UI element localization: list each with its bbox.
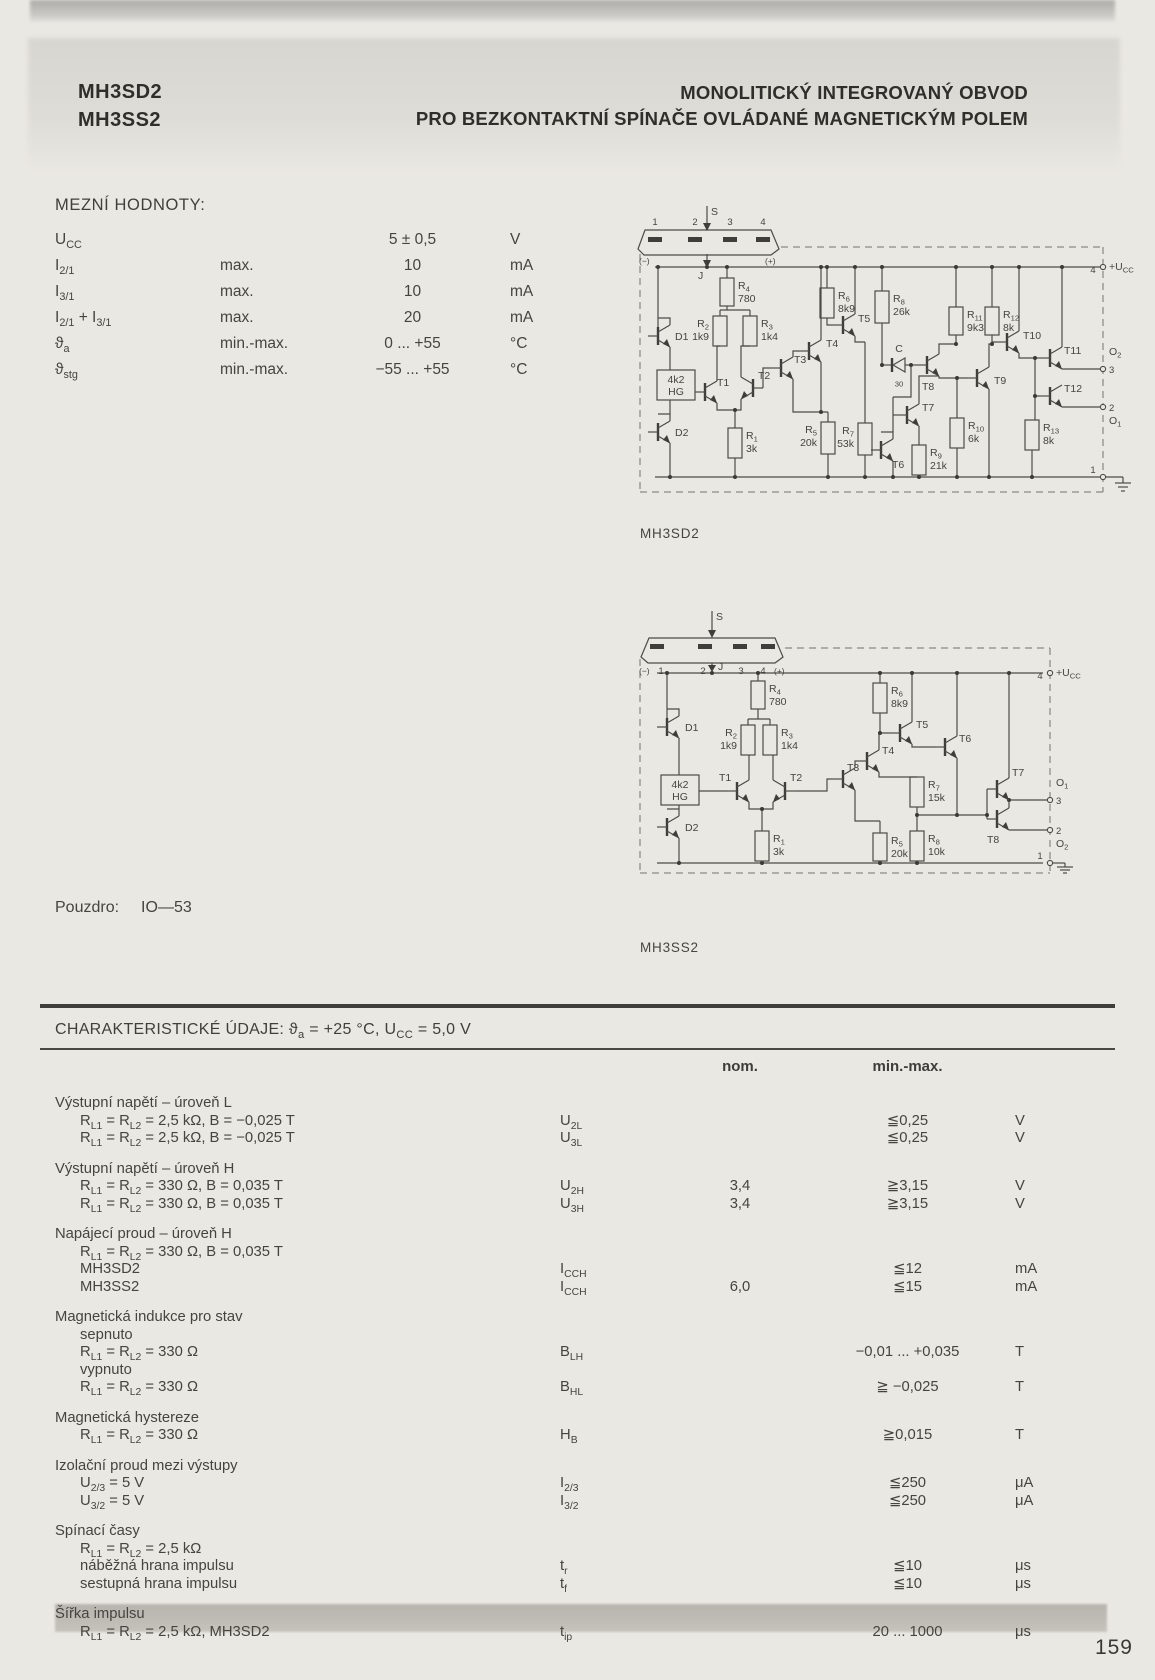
cell-unit <box>1015 1362 1115 1380</box>
schematic-label: T9 <box>994 375 1007 387</box>
schematic-label: (−) <box>639 666 650 676</box>
schematic-label: HG <box>672 791 688 803</box>
schematic-label: C <box>895 343 903 355</box>
table-row <box>40 1493 1115 1511</box>
limit-cell: max. <box>220 309 254 326</box>
cell-unit: μs <box>1015 1558 1031 1574</box>
terminals <box>1090 261 1134 480</box>
schematic-label: T2 <box>758 370 771 382</box>
schematic-label: 1 <box>658 666 664 677</box>
schematic-label: T1 <box>719 772 732 784</box>
table-row <box>40 1362 1115 1380</box>
cell-mm <box>800 1327 1015 1345</box>
title-line: PRO BEZKONTAKTNÍ SPÍNAČE OVLÁDANÉ MAGNETICKÝM POLEM <box>415 108 1028 129</box>
cell-unit: T <box>1015 1427 1025 1443</box>
schematic-label: 8k9 <box>891 698 908 710</box>
col-nom-header: nom. <box>722 1058 758 1075</box>
table-row <box>40 1344 1115 1362</box>
cell-nom <box>680 1427 800 1445</box>
page-number: 159 <box>1094 1636 1133 1659</box>
schematic-label: T2 <box>790 772 803 784</box>
schematic-label: 3k <box>773 846 785 858</box>
schematic-label: $O_2$ <box>1056 838 1069 852</box>
cell-cond: $U_{2/3} = 5$ V <box>80 1475 145 1494</box>
cell-sym: $H_B$ <box>560 1427 578 1446</box>
schematic-label: 15k <box>928 792 945 804</box>
cell-mm: ≧3,15 <box>886 1195 929 1212</box>
schematic-label: (−) <box>639 256 650 266</box>
limit-row <box>55 231 575 257</box>
cell-mm: ≦15 <box>893 1278 922 1295</box>
schematic-label: 4k2 <box>671 779 689 791</box>
scan-artifact-top <box>30 0 1115 22</box>
char-table-title: CHARAKTERISTICKÉ ÚDAJE: $ϑ_a = +25$ °C, $U_{CC} = 5,0$ V <box>40 1008 1115 1050</box>
cell-mm: ≦250 <box>888 1475 927 1491</box>
part-number: MH3SS2 <box>78 109 162 131</box>
cell-mm <box>800 1362 1015 1380</box>
cell-mm: ≧0,015 <box>882 1427 933 1443</box>
transistors <box>657 709 1024 846</box>
table-row <box>40 1113 1115 1131</box>
schematic-label: $R_{12}$ <box>1003 309 1020 323</box>
cell-cond: $R_{L1} = R_{L2} = 2,5$ kΩ, B = −0,025 T <box>80 1112 295 1132</box>
table-section-header: Napájecí proud – úroveň H <box>55 1226 232 1242</box>
cell-nom <box>680 1624 800 1642</box>
limit-cell: $I_{3/1}$ <box>55 283 75 304</box>
schematic-label: T3 <box>794 354 807 366</box>
schematic-label: T11 <box>1064 345 1082 357</box>
char-table-colheads <box>40 1050 1115 1082</box>
schematic-label: T8 <box>922 381 935 393</box>
limit-cell: 10 <box>403 283 422 300</box>
cell-nom <box>680 1379 800 1397</box>
cell-cond: $R_{L1} = R_{L2} = 330$ Ω, B = 0,035 T <box>80 1178 283 1197</box>
schematic-caption-mh3ss2: MH3SS2 <box>640 940 699 955</box>
cell-unit <box>1015 1541 1115 1559</box>
schematic-label: J <box>718 661 724 673</box>
cell-sym: $t_r$ <box>560 1558 568 1577</box>
cell-unit: V <box>1015 1178 1025 1194</box>
schematic-label: 3 <box>727 217 733 228</box>
schematic-mh3sd2 <box>595 192 1145 500</box>
schematic-label: $R_1$ <box>773 833 785 847</box>
cell-nom <box>680 1362 800 1380</box>
cell-nom <box>680 1130 800 1148</box>
cell-unit: V <box>1015 1130 1025 1146</box>
schematic-caption-mh3sd2: MH3SD2 <box>640 526 700 541</box>
limits-rows <box>55 231 575 387</box>
schematic-label: 2 <box>700 666 706 677</box>
schematic-label: $R_{13}$ <box>1043 422 1060 436</box>
schematic-label: T8 <box>987 834 1000 846</box>
cell-nom <box>680 1541 800 1559</box>
ic-package <box>638 206 779 282</box>
schematic-label: 4 <box>1037 671 1043 682</box>
part-number: MH3SD2 <box>78 81 163 103</box>
table-row <box>40 1576 1115 1594</box>
limit-cell: −55 ... +55 <box>375 361 450 378</box>
limit-cell: 5 ± 0,5 <box>388 231 437 248</box>
cell-nom <box>680 1493 800 1511</box>
cell-cond: $R_{L1} = R_{L2} = 2,5$ kΩ <box>80 1540 202 1560</box>
schematic-label: $R_{11}$ <box>967 309 983 323</box>
cell-nom <box>680 1344 800 1362</box>
schematic-label: T4 <box>882 745 895 757</box>
cell-cond: $U_{3/2} = 5$ V <box>80 1492 145 1512</box>
cell-sym: $I_{CCH}$ <box>560 1278 587 1298</box>
schematic-label: $+U_{CC}$ <box>1056 667 1081 681</box>
cell-sym <box>560 1541 680 1559</box>
schematic-label: $R_2$ <box>697 318 709 332</box>
cell-mm: ≦12 <box>893 1261 922 1277</box>
schematic-label: T5 <box>858 313 871 325</box>
limit-cell: 10 <box>403 257 422 274</box>
schematic-label: T3 <box>847 762 860 774</box>
cell-mm: ≦10 <box>893 1575 922 1592</box>
table-section-header: Magnetická indukce pro stav <box>55 1309 243 1325</box>
cell-sym: $U_{2L}$ <box>560 1112 583 1132</box>
schematic-label: $O_2$ <box>1109 346 1122 360</box>
package-code: IO—53 <box>141 899 192 916</box>
schematic-label: D2 <box>675 427 689 439</box>
cell-cond: vypnuto <box>80 1361 132 1378</box>
schematic-label: $R_5$ <box>891 835 903 849</box>
schematic-label: 1k4 <box>781 740 798 752</box>
cell-unit: V <box>1015 1195 1025 1212</box>
limit-cell: min.-max. <box>220 335 289 352</box>
diode-c <box>892 343 905 389</box>
cell-mm <box>800 1541 1015 1559</box>
schematic-label: $R_9$ <box>930 447 942 461</box>
limit-row <box>55 309 575 335</box>
schematic-label: $R_3$ <box>761 318 773 332</box>
schematic-label: HG <box>668 386 684 398</box>
schematic-label: $R_5$ <box>805 424 817 438</box>
cell-nom: 3,4 <box>729 1195 751 1212</box>
schematic-label: T7 <box>922 402 935 414</box>
cell-unit: μs <box>1015 1623 1031 1640</box>
cell-nom <box>680 1261 800 1279</box>
schematic-label: 1 <box>1090 465 1096 476</box>
cell-sym: $U_{3L}$ <box>560 1130 583 1149</box>
cell-mm: −0,01 ... +0,035 <box>855 1344 960 1360</box>
schematic-label: T7 <box>1012 767 1025 779</box>
schematic-label: D1 <box>675 331 689 343</box>
schematic-label: 3 <box>738 666 744 677</box>
schematic-label: S <box>716 611 724 623</box>
ic-package <box>639 611 785 677</box>
limit-cell: $I_{2/1}$ <box>55 257 75 278</box>
schematic-label: 1k4 <box>761 331 778 343</box>
schematic-label: S <box>711 206 719 218</box>
cell-unit <box>1015 1244 1115 1262</box>
cell-nom <box>680 1113 800 1131</box>
limit-cell: mA <box>510 257 534 274</box>
schematic-label: 4k2 <box>667 374 685 386</box>
cell-sym <box>560 1362 680 1380</box>
schematic-label: 780 <box>769 696 787 708</box>
package-label-text: Pouzdro: <box>55 899 120 916</box>
table-section-header: Výstupní napětí – úroveň L <box>55 1095 232 1111</box>
part-number-list <box>78 78 162 134</box>
col-minmax-header: min.-max. <box>872 1058 943 1075</box>
cell-cond: MH3SD2 <box>80 1261 141 1277</box>
char-table-body <box>40 1095 1115 1641</box>
cell-cond: $R_{L1} = R_{L2} = 2,5$ kΩ, B = −0,025 T <box>80 1130 295 1149</box>
hall-generator-block <box>657 370 695 400</box>
cell-nom <box>680 1558 800 1576</box>
cell-sym <box>560 1244 680 1262</box>
limit-cell: min.-max. <box>220 361 289 378</box>
cell-mm: ≦0,25 <box>886 1130 929 1146</box>
limit-cell: max. <box>220 257 254 274</box>
limit-row <box>55 361 575 387</box>
cell-nom <box>680 1475 800 1493</box>
schematic-label: 21k <box>930 460 947 472</box>
cell-mm: ≦0,25 <box>886 1112 929 1129</box>
cell-nom <box>680 1244 800 1262</box>
schematic-label: (+) <box>774 666 785 676</box>
schematic-label: 20k <box>800 437 817 449</box>
schematic-label: $R_{10}$ <box>968 420 985 434</box>
cell-sym: $I_{CCH}$ <box>560 1261 587 1280</box>
schematic-label: $R_4$ <box>738 280 750 294</box>
cell-nom <box>680 1576 800 1594</box>
cell-cond: náběžná hrana impulsu <box>80 1558 234 1574</box>
schematic-label: $R_4$ <box>769 683 781 697</box>
schematic-label: 30 <box>894 379 904 389</box>
schematic-label: T10 <box>1023 330 1042 342</box>
schematic-label: $O_1$ <box>1109 415 1122 429</box>
schematic-label: 4 <box>760 217 766 228</box>
limit-cell: $I_{2/1} + I_{3/1}$ <box>55 309 112 330</box>
cell-cond: sestupná hrana impulsu <box>80 1575 238 1592</box>
package-label <box>55 899 192 917</box>
table-row <box>40 1244 1115 1262</box>
cell-sym: $t_f$ <box>560 1575 568 1595</box>
schematic-label: 3 <box>1056 796 1062 807</box>
schematic-label: 1k9 <box>692 331 709 343</box>
cell-unit: T <box>1015 1379 1025 1395</box>
schematic-label: 26k <box>893 306 910 318</box>
schematic-label: 20k <box>891 848 908 860</box>
cell-cond: $R_{L1} = R_{L2} = 330$ Ω <box>80 1344 199 1363</box>
schematic-label: D2 <box>685 822 699 834</box>
schematic-label: $R_8$ <box>928 833 940 847</box>
schematic-label: 10k <box>928 846 945 858</box>
cell-unit: μs <box>1015 1575 1031 1592</box>
cell-mm: ≦250 <box>888 1492 927 1509</box>
limit-cell: 0 ... +55 <box>384 335 441 352</box>
cell-unit: mA <box>1015 1278 1038 1295</box>
limit-cell: max. <box>220 283 254 300</box>
table-row <box>40 1196 1115 1214</box>
table-row <box>40 1130 1115 1148</box>
limit-cell: °C <box>510 335 528 352</box>
schematic-label: 8k <box>1003 322 1015 334</box>
cell-sym: $t_{ip}$ <box>560 1623 573 1643</box>
schematic-label: T4 <box>826 338 839 350</box>
schematic-label: 4 <box>1090 265 1096 276</box>
table-section-header: Magnetická hystereze <box>55 1409 199 1426</box>
schematic-label: T5 <box>916 719 929 731</box>
table-row <box>40 1624 1115 1642</box>
schematic-label: $O_1$ <box>1056 777 1069 791</box>
cell-cond: $R_{L1} = R_{L2} = 2,5$ kΩ, MH3SD2 <box>80 1623 270 1643</box>
table-section-header: Výstupní napětí – úroveň H <box>55 1160 235 1177</box>
cell-sym: $B_{LH}$ <box>560 1344 584 1363</box>
limit-cell: °C <box>510 361 528 378</box>
schematic-label: D1 <box>685 722 699 734</box>
table-row <box>40 1427 1115 1445</box>
schematic-label: 4 <box>760 666 766 677</box>
schematic-label: $R_8$ <box>893 293 905 307</box>
char-table <box>40 1004 1115 1641</box>
schematic-label: T12 <box>1064 383 1083 395</box>
schematic-label: 3 <box>1109 365 1115 376</box>
cell-nom <box>680 1327 800 1345</box>
cell-mm: ≧3,15 <box>886 1178 929 1194</box>
schematic-label: $R_6$ <box>838 290 850 304</box>
cell-unit <box>1015 1327 1115 1345</box>
schematic-label: $+U_{CC}$ <box>1109 261 1134 275</box>
schematic-label: $R_2$ <box>725 727 737 741</box>
limit-row <box>55 257 575 283</box>
cell-unit: μA <box>1015 1475 1034 1491</box>
terminals <box>1037 667 1081 866</box>
limits-heading: MEZNÍ HODNOTY: <box>55 196 206 214</box>
schematic-label: $R_1$ <box>746 430 758 444</box>
schematic-label: 1 <box>652 217 658 228</box>
table-row <box>40 1327 1115 1345</box>
schematic-label: 1k9 <box>720 740 737 752</box>
schematic-label: T1 <box>717 377 730 389</box>
cell-unit: mA <box>1015 1261 1038 1277</box>
limit-cell: mA <box>510 309 534 326</box>
table-row <box>40 1279 1115 1297</box>
cell-sym: $I_{2/3}$ <box>560 1475 579 1494</box>
table-row <box>40 1178 1115 1196</box>
limit-row <box>55 335 575 361</box>
limit-cell: $U_{CC}$ <box>55 231 82 252</box>
schematic-label: 2 <box>1056 826 1062 837</box>
table-section-header: Izolační proud mezi výstupy <box>55 1457 238 1474</box>
cell-unit: V <box>1015 1112 1025 1129</box>
title-line: MONOLITICKÝ INTEGROVANÝ OBVOD <box>680 82 1028 103</box>
hall-generator-block <box>661 775 699 805</box>
product-title <box>416 80 1028 132</box>
cell-cond: $R_{L1} = R_{L2} = 330$ Ω, B = 0,035 T <box>80 1195 283 1215</box>
table-section-header: Šířka impulsu <box>55 1606 145 1622</box>
cell-sym: $U_{2H}$ <box>560 1178 584 1197</box>
cell-sym <box>560 1327 680 1345</box>
table-row <box>40 1541 1115 1559</box>
cell-mm: ≧ −0,025 <box>876 1379 939 1395</box>
cell-cond: $R_{L1} = R_{L2} = 330$ Ω <box>80 1427 199 1446</box>
table-row <box>40 1475 1115 1493</box>
schematic-label: 8k9 <box>838 303 855 315</box>
schematic-label: (+) <box>765 256 776 266</box>
schematic-label: 780 <box>738 293 756 305</box>
cell-unit: T <box>1015 1344 1025 1360</box>
schematic-label: 3k <box>746 443 758 455</box>
cell-mm: 20 ... 1000 <box>872 1623 943 1640</box>
cell-unit: μA <box>1015 1492 1034 1509</box>
cell-sym: $U_{3H}$ <box>560 1195 584 1215</box>
cell-cond: $R_{L1} = R_{L2} = 330$ Ω, B = 0,035 T <box>80 1243 283 1263</box>
table-row <box>40 1261 1115 1279</box>
table-section-header: Spínací časy <box>55 1523 140 1539</box>
limit-row <box>55 283 575 309</box>
limit-cell: V <box>510 231 521 248</box>
schematic-label: 8k <box>1043 435 1055 447</box>
cell-nom: 3,4 <box>729 1178 751 1194</box>
cell-cond: MH3SS2 <box>80 1278 140 1295</box>
limits-section <box>55 196 575 387</box>
schematic-label: 9k3 <box>967 322 984 334</box>
cell-sym: $I_{3/2}$ <box>560 1492 579 1512</box>
schematic-label: 2 <box>692 217 698 228</box>
cell-sym: $B_{HL}$ <box>560 1379 584 1398</box>
cell-mm <box>800 1244 1015 1262</box>
limit-cell: 20 <box>403 309 422 326</box>
cell-nom: 6,0 <box>729 1278 751 1295</box>
schematic-label: $R_6$ <box>891 685 903 699</box>
limit-cell: mA <box>510 283 534 300</box>
schematic-label: 6k <box>968 433 980 445</box>
schematic-label: 53k <box>837 438 854 450</box>
schematic-label: T6 <box>959 733 972 745</box>
schematic-label: $R_7$ <box>842 425 854 439</box>
schematic-mh3ss2 <box>595 575 1145 875</box>
schematic-label: $R_3$ <box>781 727 793 741</box>
schematic-label: 1 <box>1037 851 1043 862</box>
cell-cond: sepnuto <box>80 1326 133 1343</box>
schematic-label: 2 <box>1109 403 1115 414</box>
cell-mm: ≦10 <box>893 1558 922 1574</box>
schematic-label: $R_7$ <box>928 779 940 793</box>
schematic-label: J <box>698 270 704 282</box>
cell-cond: $R_{L1} = R_{L2} = 330$ Ω <box>80 1379 199 1398</box>
schematic-label: T6 <box>892 459 905 471</box>
limit-cell: $ϑ_{stg}$ <box>55 361 78 382</box>
table-row <box>40 1379 1115 1397</box>
limit-cell: $ϑ_a$ <box>55 335 70 356</box>
table-row <box>40 1558 1115 1576</box>
